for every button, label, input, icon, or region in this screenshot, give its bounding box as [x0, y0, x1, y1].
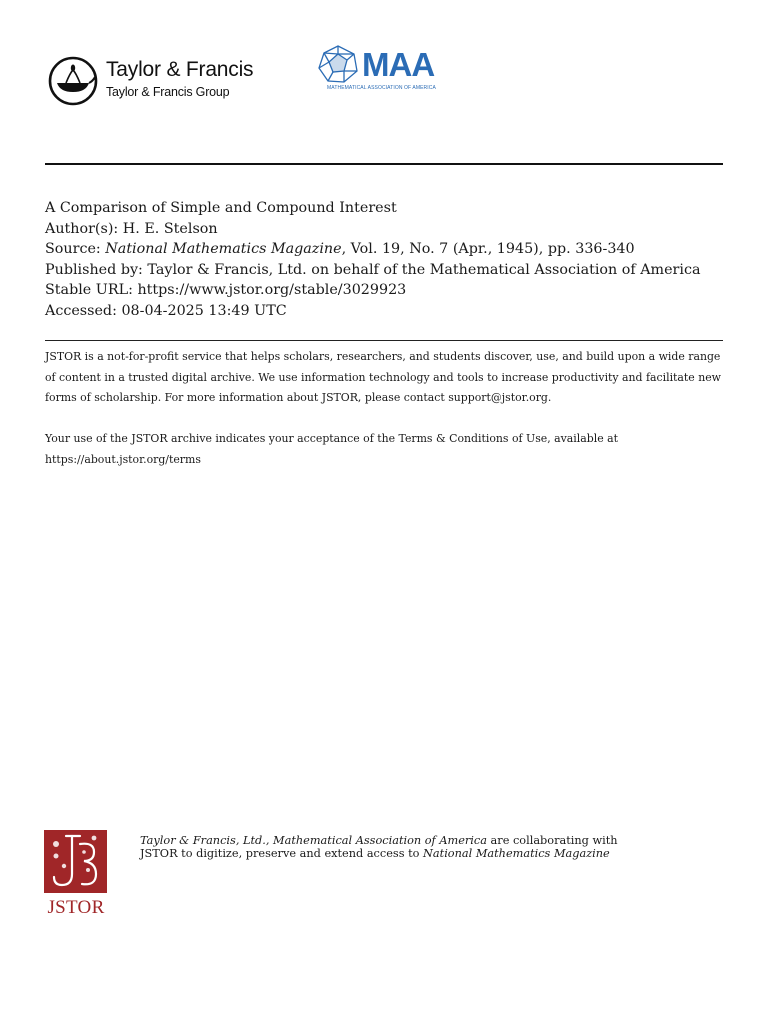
- article-title: A Comparison of Simple and Compound Interest: [45, 200, 397, 216]
- terms-line: Your use of the JSTOR archive indicates your acceptance of the Terms & Conditions of Use, available at: [45, 432, 618, 445]
- collab-journal: National Mathematics Magazine: [423, 847, 610, 860]
- terms-link[interactable]: https://about.jstor.org/terms: [45, 452, 201, 466]
- collab-line-2: [140, 847, 610, 860]
- notice-divider: [45, 340, 723, 341]
- author-name: H. E. Stelson: [122, 220, 218, 237]
- maa-letters: MAA: [362, 46, 435, 83]
- stable-url[interactable]: Stable URL: https://www.jstor.org/stable/3029923: [45, 282, 407, 298]
- collab-prefix: JSTOR to digitize, preserve and extend access to: [140, 847, 424, 860]
- jstor-emblem-icon: [44, 830, 107, 893]
- header-divider: [45, 163, 723, 165]
- accessed-date: Accessed: 08-04-2025 13:49 UTC: [45, 302, 287, 319]
- publisher-name: Taylor & Francis: [106, 58, 254, 81]
- author-label: Author(s):: [45, 220, 119, 237]
- source-details: , Vol. 19, No. 7 (Apr., 1945), pp. 336-340: [341, 241, 635, 257]
- article-author-line: [45, 219, 218, 240]
- jstor-wordmark: JSTOR: [47, 897, 105, 918]
- terms-notice: [45, 429, 725, 470]
- source-label: Source:: [45, 241, 101, 257]
- publisher-group: Taylor & Francis Group: [106, 85, 230, 99]
- collab-line-1: [140, 834, 618, 847]
- polyhedron-icon: [316, 44, 360, 84]
- collab-parties: Taylor & Francis, Ltd., Mathematical Association of America: [140, 834, 487, 847]
- jstor-notice: JSTOR is a not-for-profit service that helps scholars, researchers, and students discover, use, and build upon a wide range of content in a trusted digital archive. We use information technology and tools to increase productivity and facilitate new forms of scholarship. For more information about JSTOR, please contact support@jstor.org.: [45, 350, 721, 405]
- article-source-line: [45, 239, 635, 260]
- maa-logo: [316, 44, 436, 94]
- published-by: Published by: Taylor & Francis, Ltd. on behalf of the Mathematical Association of America: [45, 261, 701, 278]
- journal-name: National Mathematics Magazine: [105, 241, 342, 257]
- jstor-logo: [44, 830, 108, 922]
- taylor-francis-logo: [48, 56, 278, 108]
- maa-subtitle: MATHEMATICAL ASSOCIATION OF AMERICA: [327, 85, 436, 91]
- collab-mid: are collaborating with: [486, 834, 618, 847]
- oil-lamp-icon: [48, 56, 98, 106]
